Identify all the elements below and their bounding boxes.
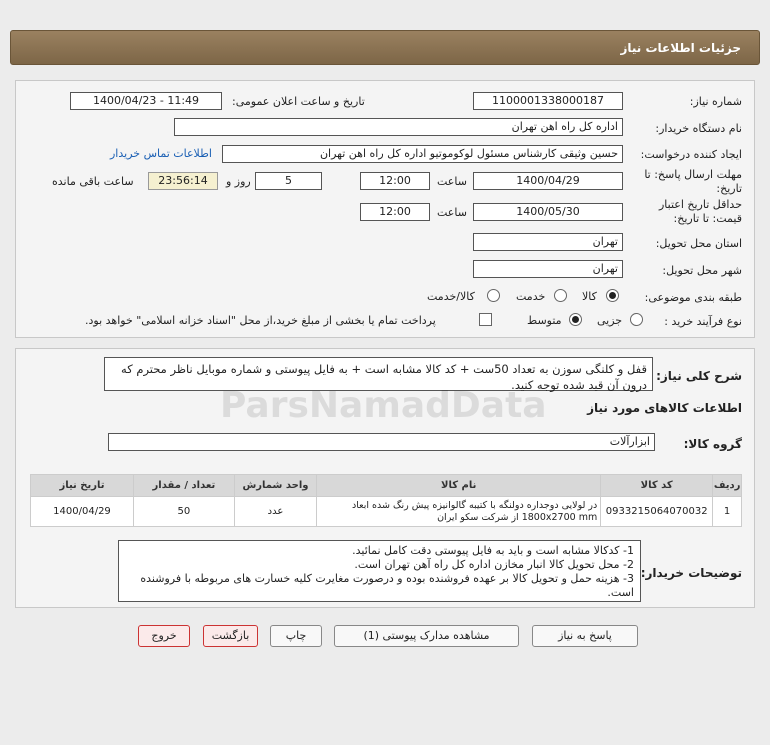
category-goods-radio[interactable] <box>606 289 619 302</box>
col-row: ردیف <box>713 475 742 497</box>
creator-field: حسین وثیقی کارشناس مسئول لوکوموتیو اداره کل راه اهن تهران <box>222 145 623 163</box>
category-both-label: کالا/خدمت <box>427 290 475 303</box>
buyer-notes-label: توضیحات خریدار: <box>640 566 742 580</box>
validity-label: حداقل تاریخ اعتبار قیمت: تا تاریخ: <box>658 198 742 225</box>
print-button[interactable]: چاپ <box>270 625 322 647</box>
days-label: روز و <box>226 175 251 188</box>
need-number-label: شماره نیاز: <box>689 95 742 108</box>
buyer-org-label: نام دستگاه خریدار: <box>655 122 742 135</box>
treasury-payment-checkbox[interactable] <box>479 313 492 326</box>
province-field: تهران <box>473 233 623 251</box>
remaining-label: ساعت باقی مانده <box>52 175 134 188</box>
buyer-note-3: 3- هزینه حمل و تحویل کالا بر عهده فروشنده بوده و درصورت مغایرت کلیه خسارت های مربوطه با فروشنده است. <box>140 572 634 599</box>
process-minor-radio[interactable] <box>630 313 643 326</box>
buyer-org-field: اداره کل راه اهن تهران <box>174 118 623 136</box>
summary-field: قفل و کلنگی سوزن به تعداد 50ست + کد کالا مشابه است + به فایل پیوستی و شماره موبایل ناظر محترم که درون آن قید شده توجه کنید. <box>104 357 653 391</box>
exit-button[interactable]: خروج <box>138 625 190 647</box>
cell-unit: عدد <box>234 497 316 527</box>
watermark: ParsNamadData <box>220 385 547 426</box>
province-label: استان محل تحویل: <box>655 237 742 250</box>
announce-field: 1400/04/23 - 11:49 <box>70 92 222 110</box>
table-row <box>31 497 742 527</box>
category-goods-label: کالا <box>582 290 597 303</box>
days-field: 5 <box>255 172 322 190</box>
reply-date-field: 1400/04/29 <box>473 172 623 190</box>
reply-time-field: 12:00 <box>360 172 430 190</box>
reply-button[interactable]: پاسخ به نیاز <box>532 625 638 647</box>
remaining-time-field: 23:56:14 <box>148 172 218 190</box>
cell-date: 1400/04/29 <box>31 497 134 527</box>
col-unit: واحد شمارش <box>234 475 316 497</box>
process-medium-label: متوسط <box>527 314 562 327</box>
cell-code: 0933215064070032 <box>601 497 713 527</box>
category-service-radio[interactable] <box>554 289 567 302</box>
need-number-field: 1100001338000187 <box>473 92 623 110</box>
col-date: تاریخ نیاز <box>31 475 134 497</box>
category-service-label: خدمت <box>516 290 546 303</box>
validity-time-label: ساعت <box>437 206 467 219</box>
announce-label: تاریخ و ساعت اعلان عمومی: <box>232 95 365 108</box>
cell-qty: 50 <box>133 497 234 527</box>
col-code: کد کالا <box>601 475 713 497</box>
goods-info-title: اطلاعات کالاهای مورد نیاز <box>587 401 742 415</box>
buyer-contact-link[interactable]: اطلاعات تماس خریدار <box>110 147 212 160</box>
process-label: نوع فرآیند خرید : <box>664 315 742 328</box>
treasury-payment-label: پرداخت تمام یا بخشی از مبلغ خرید،از محل "اسناد خزانه اسلامی" خواهد بود. <box>85 314 436 327</box>
page-title: جزئیات اطلاعات نیاز <box>620 41 741 55</box>
cell-row: 1 <box>713 497 742 527</box>
back-button[interactable]: بازگشت <box>203 625 258 647</box>
city-field: تهران <box>473 260 623 278</box>
process-medium-radio[interactable] <box>569 313 582 326</box>
creator-label: ایجاد کننده درخواست: <box>640 148 742 161</box>
page-header <box>10 30 760 65</box>
buyer-notes-field <box>118 540 641 602</box>
validity-date-field: 1400/05/30 <box>473 203 623 221</box>
reply-time-label: ساعت <box>437 175 467 188</box>
category-label: طبقه بندی موضوعی: <box>644 291 742 304</box>
cell-name: در لولایی دوجداره دولنگه با کتیبه گالوانیزه پیش رنگ شده ابعاد 1800x2700 mm از شرکت سکو ایران <box>317 497 601 527</box>
validity-time-field: 12:00 <box>360 203 430 221</box>
goods-group-field: ابزارآلات <box>108 433 655 451</box>
view-documents-button[interactable]: مشاهده مدارک پیوستی (1) <box>334 625 519 647</box>
buyer-note-2: 2- محل تحویل کالا انبار مخازن اداره کل راه آهن تهران است. <box>354 558 634 571</box>
summary-label: شرح کلی نیاز: <box>656 369 742 383</box>
col-qty: تعداد / مقدار <box>133 475 234 497</box>
buyer-note-1: 1- کدکالا مشابه است و باید به فایل پیوستی دقت کامل نمائید. <box>352 544 634 557</box>
col-name: نام کالا <box>317 475 601 497</box>
goods-table <box>30 474 742 527</box>
process-minor-label: جزیی <box>597 314 623 327</box>
reply-deadline-label: مهلت ارسال پاسخ: تا تاریخ: <box>644 168 742 195</box>
city-label: شهر محل تحویل: <box>662 264 742 277</box>
goods-group-label: گروه کالا: <box>683 437 742 451</box>
category-both-radio[interactable] <box>487 289 500 302</box>
